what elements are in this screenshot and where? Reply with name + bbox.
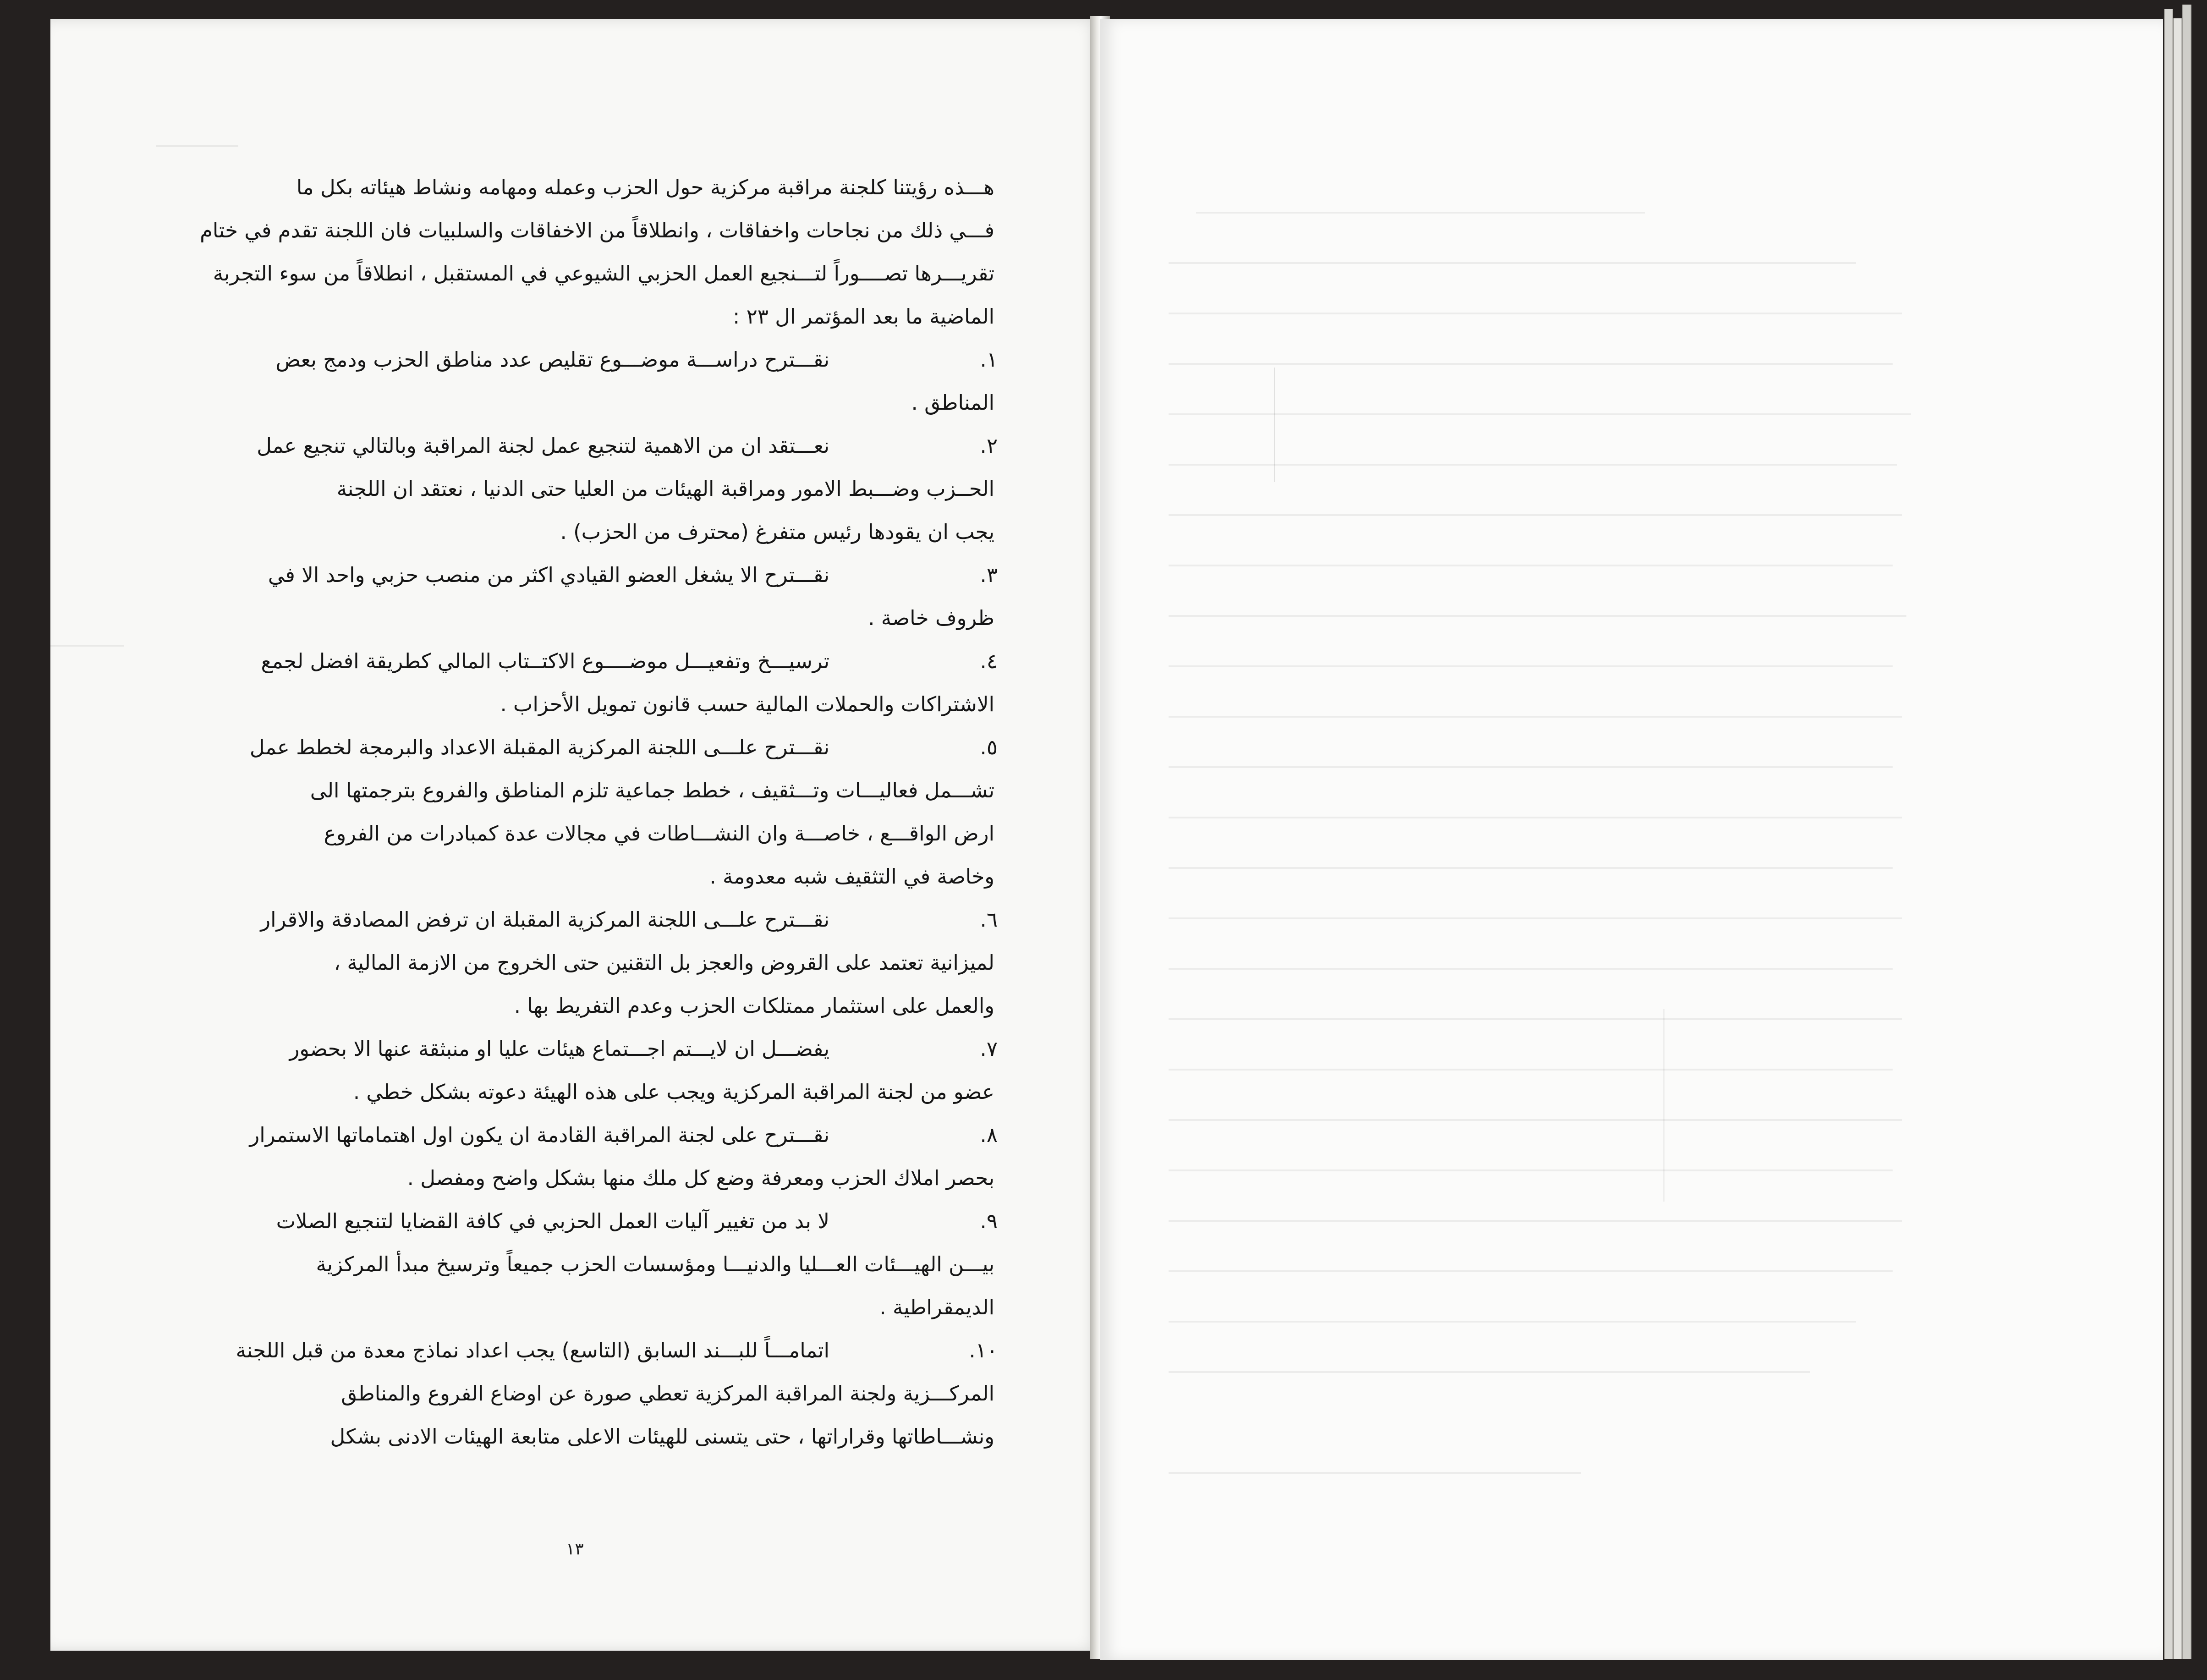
item-number: ٨. — [980, 1123, 998, 1147]
list-item — [192, 1329, 998, 1458]
bleed-through-mark — [1169, 1069, 1893, 1071]
list-item — [192, 898, 998, 1027]
bleed-through-mark — [1169, 766, 1893, 768]
item-text — [192, 1200, 994, 1329]
bleed-through-mark — [1169, 968, 1893, 970]
item-continuation-line: عضو من لجنة المراقبة المركزية ويجب على هذه الهيئة دعوته بشكل خطي . — [353, 1080, 994, 1104]
item-continuation-line: ونشـــاطاتها وقراراتها ، حتى يتسنى للهيئات الاعلى متابعة الهيئات الادنى بشكل — [330, 1424, 994, 1449]
list-item — [192, 424, 998, 554]
bleed-through-mark — [1169, 867, 1893, 869]
item-first-line: نقـــترح على لجنة المراقبة القادمة ان يكون اول اهتماماتها الاستمرار — [249, 1123, 829, 1147]
bleed-through-mark — [1169, 716, 1902, 718]
intro-line: تقريـــرها تصــــوراً لتـــنجيع العمل الحزبي الشيوعي في المستقبل ، انطلاقاً من سوء التجربة — [213, 261, 994, 285]
item-continuation-line: وخاصة في التثقيف شبه معدومة . — [709, 864, 994, 889]
item-text — [192, 424, 994, 554]
right-page — [1100, 19, 2163, 1660]
document-body — [192, 166, 998, 1458]
bleed-through-mark — [1169, 1270, 1893, 1272]
bleed-through-mark — [1169, 1119, 1902, 1121]
item-first-line: اتمامـــاً للبـــند السابق (التاسع) يجب اعداد نماذج معدة من قبل اللجنة — [236, 1338, 829, 1362]
item-text — [192, 1027, 994, 1114]
bleed-through-mark — [1169, 313, 1902, 314]
bleed-through-mark — [1169, 1321, 1856, 1323]
item-continuation-line: ظروف خاصة . — [868, 606, 994, 630]
page-number: ١٣ — [566, 1540, 584, 1559]
bleed-through-mark — [1169, 363, 1893, 365]
item-continuation-line: المناطق . — [911, 390, 994, 415]
list-item — [192, 338, 998, 424]
page-edge — [2164, 9, 2173, 1659]
list-item — [192, 726, 998, 898]
list-item — [192, 640, 998, 726]
bleed-through-mark — [1169, 1371, 1810, 1373]
item-number: ٥. — [980, 735, 998, 759]
bleed-through-mark — [1169, 262, 1856, 264]
item-number: ٩. — [980, 1209, 998, 1233]
bleed-through-mark — [1169, 917, 1902, 919]
item-continuation-line: الحــزب وضـــبط الامور ومراقبة الهيئات من العليا حتى الدنيا ، نعتقد ان اللجنة — [336, 477, 994, 501]
item-number: ١. — [980, 347, 998, 372]
bleed-through-mark — [1169, 464, 1897, 466]
item-continuation-line: تشـــمل فعاليـــات وتـــثقيف ، خطط جماعية تلزم المناطق والفروع بترجمتها الى — [310, 778, 994, 802]
item-continuation-line: الديمقراطية . — [879, 1295, 994, 1319]
item-continuation-line: الاشتراكات والحملات المالية حسب قانون تمويل الأحزاب . — [500, 692, 994, 716]
bleed-through-mark — [1169, 1018, 1902, 1020]
bleed-through-mark — [1169, 615, 1906, 617]
intro-paragraph — [192, 166, 994, 338]
bleed-through-mark — [1274, 368, 1275, 482]
item-continuation-line: لميزانية تعتمد على القروض والعجز بل التقنين حتى الخروج من الازمة المالية ، — [334, 950, 994, 975]
list-item — [192, 554, 998, 640]
bleed-through-mark — [1169, 1220, 1902, 1222]
item-number: ٢. — [980, 434, 998, 458]
item-continuation-line: بحصر املاك الحزب ومعرفة وضع كل ملك منها بشكل واضح ومفصل . — [407, 1166, 994, 1190]
item-text — [192, 1114, 994, 1200]
item-number: ٣. — [980, 563, 998, 587]
item-first-line: نقـــترح دراســـة موضـــوع تقليص عدد مناطق الحزب ودمج بعض — [275, 347, 829, 372]
item-first-line: نقـــترح الا يشغل العضو القيادي اكثر من منصب حزبي واحد الا في — [268, 563, 829, 587]
bleed-through-mark — [1169, 817, 1902, 818]
bleed-through-mark — [1169, 1169, 1893, 1171]
item-continuation-line: ارض الواقـــع ، خاصـــة وان النشـــاطات في مجالات عدة كمبادرات من الفروع — [324, 821, 994, 845]
item-text — [192, 640, 994, 726]
item-text — [192, 338, 994, 424]
left-page — [50, 19, 1100, 1651]
bleed-through-mark — [1169, 565, 1893, 566]
item-text — [192, 726, 994, 898]
bleed-through-mark — [1196, 212, 1645, 214]
bleed-through-mark — [1169, 665, 1893, 667]
bleed-through-mark — [50, 645, 124, 647]
page-edge — [2173, 18, 2182, 1659]
item-continuation-line: والعمل على استثمار ممتلكات الحزب وعدم التفريط بها . — [514, 994, 994, 1018]
item-first-line: نعـــتقد ان من الاهمية لتنجيع عمل لجنة المراقبة وبالتالي تنجيع عمل — [257, 434, 829, 458]
page-edge — [2182, 5, 2191, 1659]
item-first-line: يفضـــل ان لايـــتم اجـــتماع هيئات عليا او منبثقة عنها الا بحضور — [289, 1037, 829, 1061]
item-first-line: نقـــترح علـــى اللجنة المركزية المقبلة الاعداد والبرمجة لخطط عمل — [249, 735, 829, 759]
item-text — [192, 554, 994, 640]
item-first-line: ترسيـــخ وتفعيـــل موضــــوع الاكتــتاب المالي كطريقة افضل لجمع — [261, 649, 829, 673]
bleed-through-mark — [1169, 1472, 1581, 1474]
item-continuation-line: بيـــن الهيـــئات العـــليا والدنيـــا ومؤسسات الحزب جميعاً وترسيخ مبدأ المركزية — [316, 1252, 994, 1276]
intro-line: الماضية ما بعد المؤتمر ال ٢٣ : — [733, 304, 994, 329]
item-continuation-line: المركـــزية ولجنة المراقبة المركزية تعطي صورة عن اوضاع الفروع والمناطق — [341, 1381, 994, 1405]
item-number: ٦. — [980, 907, 998, 932]
bleed-through-mark — [156, 145, 238, 147]
item-first-line: لا بد من تغيير آليات العمل الحزبي في كافة القضايا لتنجيع الصلات — [276, 1209, 829, 1233]
intro-line: فـــي ذلك من نجاحات واخفاقات ، وانطلاقاً من الاخفاقات والسلبيات فان اللجنة تقدم في ختام — [200, 218, 994, 242]
item-text — [192, 898, 994, 1027]
list-item — [192, 1200, 998, 1329]
item-first-line: نقـــترح علـــى اللجنة المركزية المقبلة ان ترفض المصادقة والاقرار — [260, 907, 829, 932]
bleed-through-mark — [1663, 1009, 1664, 1202]
item-continuation-line: يجب ان يقودها رئيس متفرغ (محترف من الحزب) . — [560, 520, 994, 544]
list-item — [192, 1114, 998, 1200]
bleed-through-mark — [1169, 514, 1902, 516]
intro-line: هـــذه رؤيتنا كلجنة مراقبة مركزية حول الحزب وعمله ومهامه ونشاط هيئاته بكل ما — [296, 175, 994, 199]
bleed-through-mark — [1169, 413, 1911, 415]
item-number: ١٠. — [969, 1338, 998, 1362]
item-number: ٧. — [980, 1037, 998, 1061]
item-number: ٤. — [980, 649, 998, 673]
list-item — [192, 1027, 998, 1114]
